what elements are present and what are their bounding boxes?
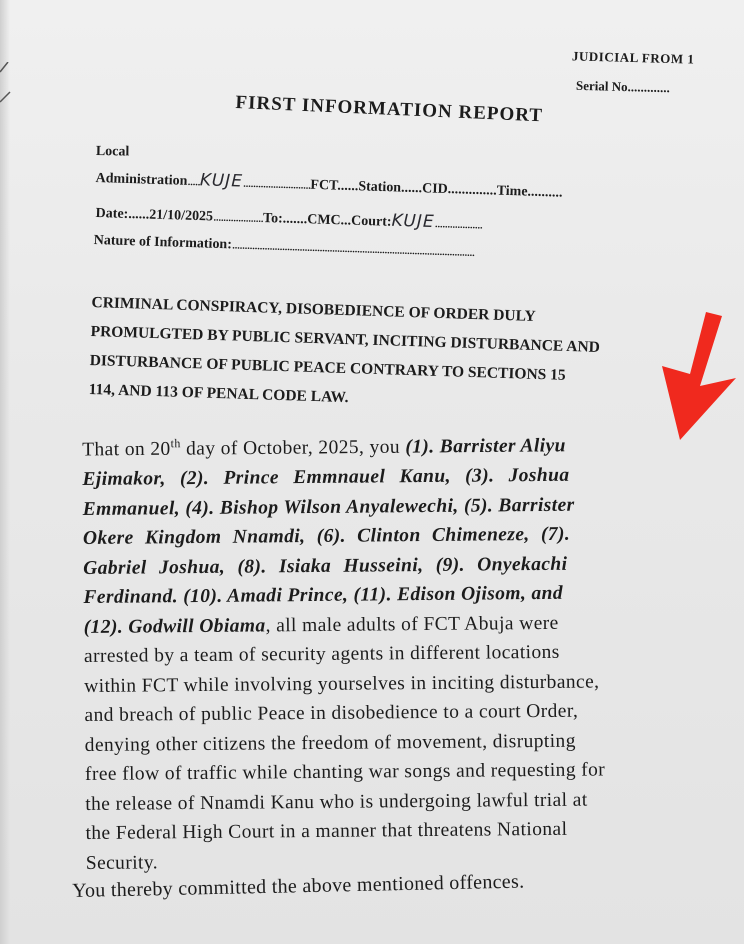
nature-row: Nature of Information:................................................................................................. [93,233,475,260]
charge-line: PROMULGTED BY PUBLIC SERVANT, INCITING DISTURBANCE AND [90,322,601,356]
body-line: within FCT while involving yourselves in inciting disturbance, [84,670,600,697]
accused-names-line: Okere Kingdom Nnamdi, (6). Clinton Chimeneze, (7). [82,523,571,549]
accused-names-line: Gabriel Joshua, (8). Isiaka Husseini, (9). Onyekachi [83,553,568,579]
serial-number-field: Serial No............. [575,77,671,96]
report-body [82,424,726,878]
body-line: the release of Nnamdi Kanu who is undergoing lawful trial at [85,789,588,815]
body-line: the Federal High Court in a manner that threatens National [85,818,568,844]
body-line: Security. [85,851,159,874]
body-line: and breach of public Peace in disobedience to a court Order, [84,700,579,726]
body-line: arrested by a team of security agents in different locations [83,641,560,667]
charge-line: DISTURBANCE OF PUBLIC PEACE CONTRARY TO SECTIONS 15 [89,351,566,384]
accused-names-line: Ferdinand. (10). Amadi Prince, (11). Edison Ojisom, and [83,582,564,608]
body-text-fragment: day of October, 2025, you [180,436,406,460]
administration-handwritten-value: KUJE [199,170,244,192]
charge-line: CRIMINAL CONSPIRACY, DISOBEDIENCE OF ORDER DULY [91,293,537,325]
body-text-fragment: That on 20 [82,438,171,461]
administration-row: Administration.....KUJE...........................FCT......Station......CID..............Time.......... [95,170,563,201]
body-line: free flow of traffic while chanting war songs and requesting for [84,759,606,785]
court-handwritten-value: KUJE [391,210,435,233]
form-number: JUDICIAL FROM 1 [571,48,695,67]
local-label: Local [95,144,130,160]
accused-name: (1). Barrister Aliyu [405,435,566,458]
charge-line: 114, AND 113 OF PENAL CODE LAW. [88,380,349,407]
accused-name: (12). Godwill Obiama [83,614,266,638]
nature-of-information-label: Nature of Information: [93,233,233,253]
date-row: Date:......21/10/2025....................To:.......CMC...Court:KUJE................... [95,205,483,233]
closing-statement: You thereby committed the above mentioned offences. [72,870,525,902]
date-label: Date:......21/10/2025 [95,205,214,225]
page-edge-mark [0,62,12,132]
body-text-fragment: , all male adults of FCT Abuja were [265,612,559,636]
accused-names-line: Ejimakor, (2). Prince Emmnauel Kanu, (3). Joshua [82,464,570,490]
charge-heading [88,288,711,423]
fct-station-cid-time: FCT......Station......CID..............Time.......... [310,177,563,201]
body-line [82,424,722,465]
ordinal-suffix: th [170,436,181,451]
accused-names-line: Emmanuel, (4). Bishop Wilson Anyalewechi, (5). Barrister [82,494,575,520]
to-court-label: To:.......CMC...Court: [262,210,392,230]
administration-label: Administration [95,170,188,189]
page-title: FIRST INFORMATION REPORT [235,92,544,127]
body-line: denying other citizens the freedom of movement, disrupting [84,730,576,756]
